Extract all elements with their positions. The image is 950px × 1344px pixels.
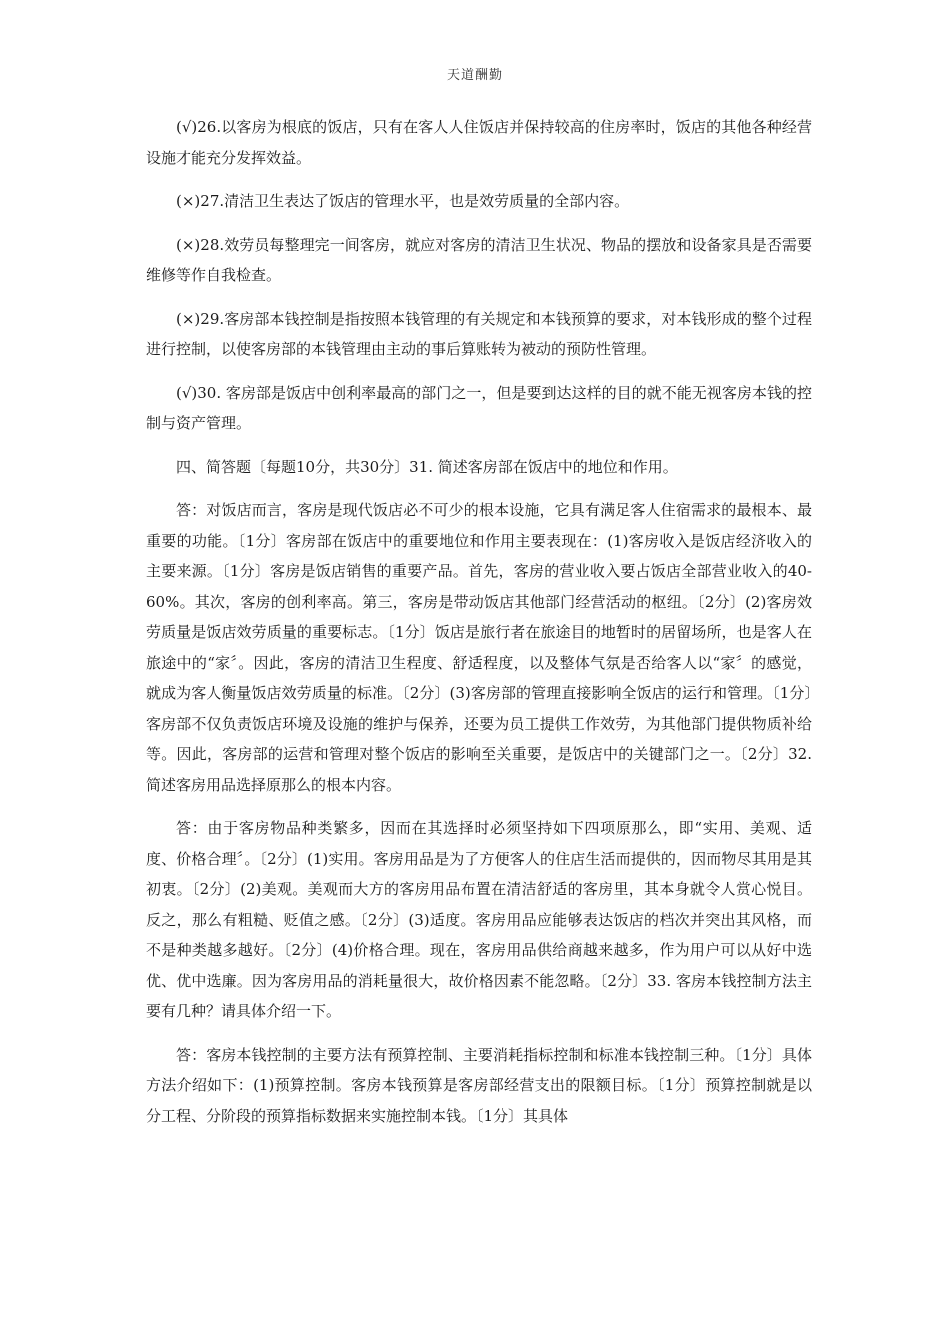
paragraph-q26: (√)26.以客房为根底的饭店，只有在客人人住饭店并保持较高的住房率时，饭店的其他各种经营设施才能充分发挥效益。 (146, 118, 812, 167)
paragraph-q30: (√)30. 客房部是饭店中创利率最高的部门之一，但是要到达这样的目的就不能无视客房本钱的控制与资产管理。 (146, 383, 812, 432)
answer-q33: 答：客房本钱控制的主要方法有预算控制、主要消耗指标控制和标准本钱控制三种。〔1分〕具体方法介绍如下：(1)预算控制。客房本钱预算是客房部经营支出的限额目标。〔1分〕预算控制就是以分工程、分阶段的预算指标数据来实施控制本钱。〔1分〕其具体 (146, 1045, 812, 1125)
paragraph-q27: (×)27.清洁卫生表达了饭店的管理水平，也是效劳质量的全部内容。 (176, 192, 630, 210)
document-body (146, 112, 812, 1144)
page-header: 天道酬勤 (446, 68, 503, 83)
section-heading-short-answer: 四、简答题〔每题10分，共30分〕31. 简述客房部在饭店中的地位和作用。 (176, 457, 678, 476)
answer-q31: 答：对饭店而言，客房是现代饭店必不可少的根本设施，它具有满足客人住宿需求的最根本、最重要的功能。〔1分〕客房部在饭店中的重要地位和作用主要表现在：(1)客房收入是饭店经济收入的主要来源。〔1分〕客房是饭店销售的重要产品。首先，客房的营业收入要占饭店全部营业收入的40-60%。其次，客房的创利率高。第三，客房是带动饭店其他部门经营活动的枢纽。〔2分〕(2)客房效劳质量是饭店效劳质量的重要标志。〔1分〕饭店是旅行者在旅途目的地暂时的居留场所，也是客人在旅途中的“家〞。因此，客房的清洁卫生程度、舒适程度，以及整体气氛是否给客人以“家〞的感觉，就成为客人衡量饭店效劳质量的标准。〔2分〕(3)客房部的管理直接影响全饭店的运行和管理。〔1分〕客房部不仅负责饭店环境及设施的维护与保养，还要为员工提供工作效劳，为其他部门提供物质补给等。因此，客房部的运营和管理对整个饭店的影响至关重要，是饭店中的关键部门之一。〔2分〕32.简述客房用品选择原那么的根本内容。 (146, 501, 812, 794)
paragraph-q29: (×)29.客房部本钱控制是指按照本钱管理的有关规定和本钱预算的要求，对本钱形成的整个过程进行控制，以使客房部的本钱管理由主动的事后算账转为被动的预防性管理。 (146, 309, 812, 358)
answer-q32: 答：由于客房物品种类繁多，因而在其选择时必须坚持如下四项原那么，即“实用、美观、适度、价格合理〞。〔2分〕(1)实用。客房用品是为了方便客人的住店生活而提供的，因而物尽其用是其初衷。〔2分〕(2)美观。美观而大方的客房用品布置在清洁舒适的客房里，其本身就令人赏心悦目。反之，那么有粗糙、贬值之感。〔2分〕(3)适度。客房用品应能够表达饭店的档次并突出其风格，而不是种类越多越好。〔2分〕(4)价格合理。现在，客房用品供给商越来越多，作为用户可以从好中选优、优中选廉。因为客房用品的消耗量很大，故价格因素不能忽略。〔2分〕33. 客房本钱控制方法主要有几种？请具体介绍一下。 (146, 819, 812, 1020)
paragraph-q28: (×)28.效劳员每整理完一间客房，就应对客房的清洁卫生状况、物品的摆放和设备家具是否需要维修等作自我检查。 (146, 235, 812, 284)
